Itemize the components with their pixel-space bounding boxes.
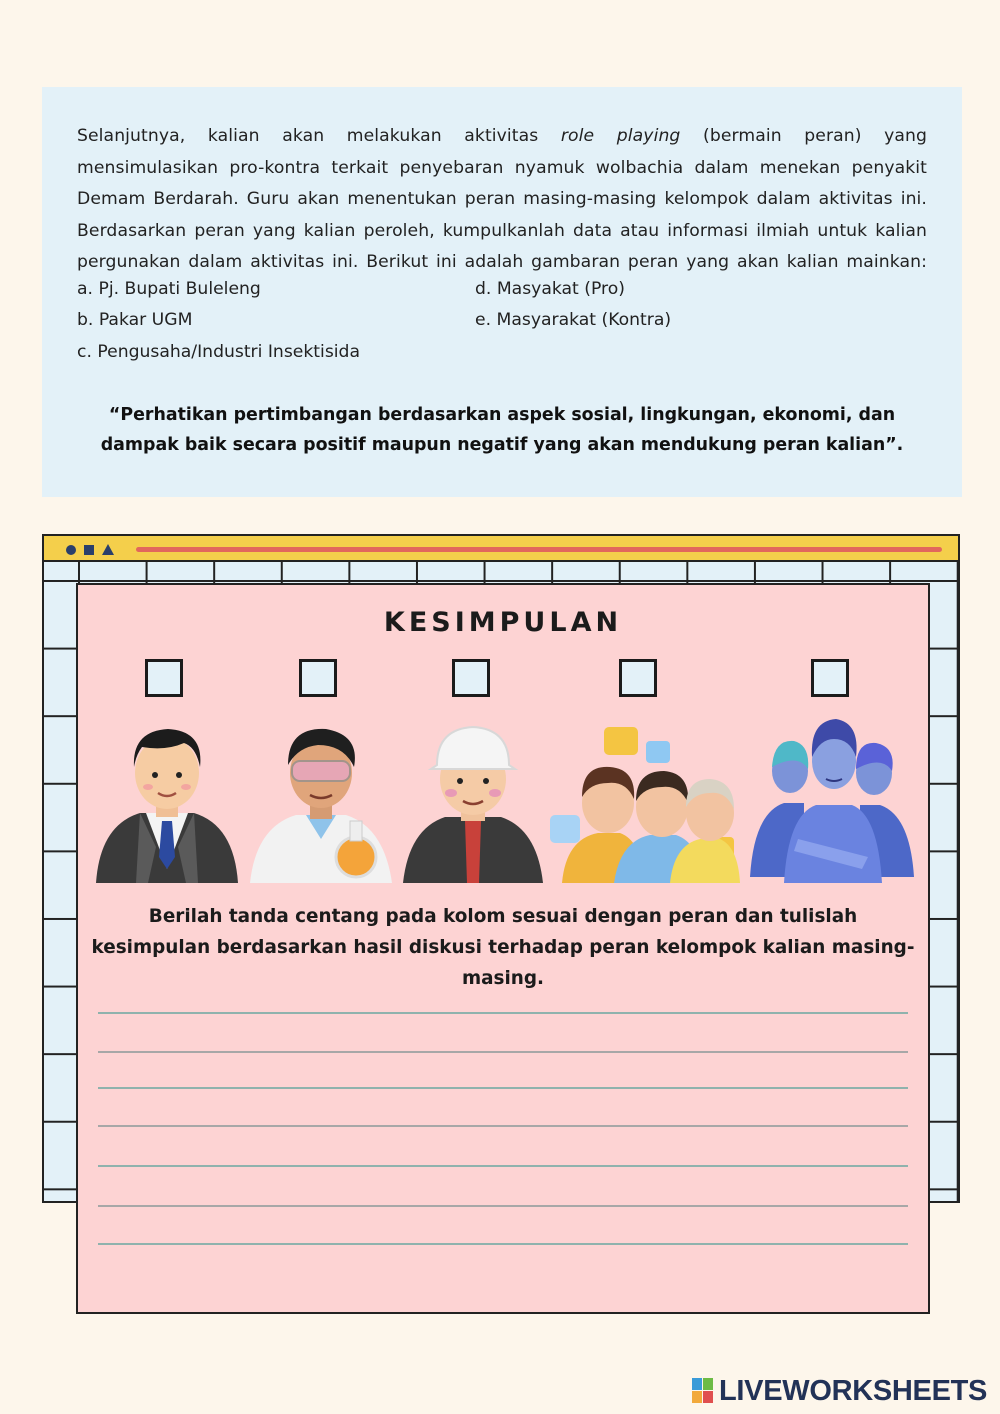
community-contra-avatar-icon [750, 717, 914, 883]
role-item-c: c. Pengusaha/Industri Insektisida [77, 342, 360, 362]
square-icon [84, 545, 94, 555]
answer-line-5[interactable] [98, 1165, 908, 1167]
answer-line-7[interactable] [98, 1243, 908, 1245]
liveworksheets-badge-icon [692, 1378, 714, 1404]
role-item-d: d. Masyakat (Pro) [475, 279, 625, 299]
checkbox-expert[interactable] [299, 659, 337, 697]
circle-icon [66, 545, 76, 555]
checkbox-industry[interactable] [452, 659, 490, 697]
checkbox-community-pro[interactable] [619, 659, 657, 697]
conclusion-instruction: Berilah tanda centang pada kolom sesuai dengan peran dan tulislah kesimpulan berdasarkan hasil diskusi terhadap peran kelompok kalian masing-masing. [91, 906, 915, 989]
intro-line-2: mensimulasikan pro-kontra terkait penyebaran nyamuk wolbachia dalam menekan penyakit [77, 157, 927, 178]
scientist-avatar-icon [248, 717, 394, 883]
answer-line-6[interactable] [98, 1205, 908, 1207]
worker-avatar-icon [403, 717, 543, 883]
role-playing-term: role playing [560, 126, 681, 146]
answer-line-3[interactable] [98, 1087, 908, 1089]
answer-line-2[interactable] [98, 1051, 908, 1053]
answer-line-4[interactable] [98, 1125, 908, 1127]
conclusion-panel [76, 583, 930, 1314]
triangle-icon [102, 544, 114, 555]
checkbox-community-contra[interactable] [811, 659, 849, 697]
address-bar-line [136, 547, 942, 552]
window-title-bar [42, 534, 960, 562]
intro-line-4: Berdasarkan peran yang kalian peroleh, kumpulkanlah data atau informasi ilmiah untuk kalian [77, 220, 927, 241]
intro-line-1: Selanjutnya, kalian akan melakukan aktivitas role playing (bermain peran) yang [77, 126, 928, 146]
community-pro-avatar-icon [550, 717, 740, 883]
intro-paragraph [77, 121, 927, 279]
conclusion-title: KESIMPULAN [383, 607, 623, 638]
intro-line-3: Demam Berdarah. Guru akan menentukan peran masing-masing kelompok dalam aktivitas ini. [77, 189, 927, 209]
checkbox-official[interactable] [145, 659, 183, 697]
role-item-a: a. Pj. Bupati Buleleng [77, 279, 261, 299]
logo-text: LIVEWORKSHEETS [719, 1374, 988, 1407]
role-item-e: e. Masyarakat (Kontra) [475, 310, 672, 330]
role-item-b: b. Pakar UGM [77, 310, 193, 330]
official-avatar-icon [96, 717, 238, 883]
instruction-box [42, 87, 962, 497]
answer-line-1[interactable] [98, 1012, 908, 1014]
consideration-quote: “Perhatikan pertimbangan berdasarkan aspek sosial, lingkungan, ekonomi, dan dampak baik secara positif maupun negatif yang akan mendukung peran kalian”. [100, 405, 904, 455]
liveworksheets-logo[interactable] [692, 1374, 987, 1408]
intro-line-5: pergunakan dalam aktivitas ini. Berikut ini adalah gambaran peran yang akan kalian mainkan: [77, 252, 927, 272]
